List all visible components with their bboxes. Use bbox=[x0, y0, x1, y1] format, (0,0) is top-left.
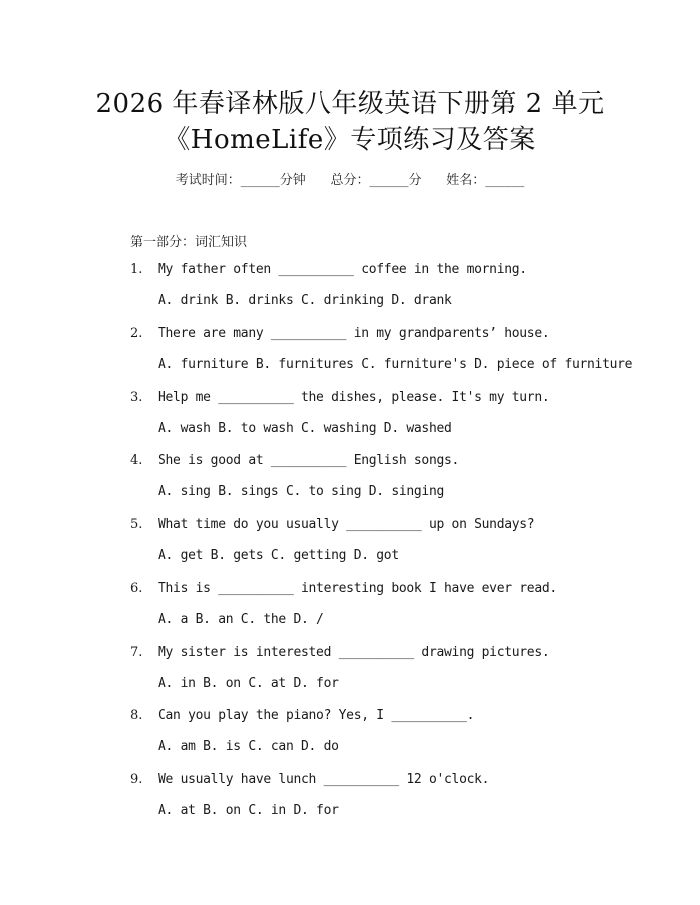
question-item bbox=[130, 645, 670, 709]
section-title: 第一部分：词汇知识 bbox=[130, 235, 248, 250]
question-text: My sister is interested __________ drawing pictures. bbox=[158, 644, 550, 660]
question-options: A. wash B. to wash C. washing D. washed bbox=[158, 420, 452, 436]
question-item bbox=[130, 262, 670, 326]
question-number: 6. bbox=[130, 580, 143, 596]
document-title-line2: 《HomeLife》专项练习及答案 bbox=[164, 125, 536, 155]
question-item bbox=[130, 517, 670, 581]
question-text: She is good at __________ English songs. bbox=[158, 453, 460, 469]
question-options: A. at B. on C. in D. for bbox=[158, 803, 339, 818]
document-title-line1: 2026 年春译林版八年级英语下册第 2 单元 bbox=[95, 89, 605, 119]
question-number: 8. bbox=[130, 708, 143, 724]
question-item bbox=[130, 772, 670, 836]
question-number: 3. bbox=[130, 389, 143, 405]
question-item bbox=[130, 326, 670, 390]
question-item bbox=[130, 581, 670, 645]
question-item bbox=[130, 708, 670, 772]
question-text: There are many __________ in my grandparents’ house. bbox=[158, 325, 550, 341]
question-options: A. am B. is C. can D. do bbox=[158, 739, 339, 755]
question-options: A. in B. on C. at D. for bbox=[158, 675, 339, 691]
question-number: 1. bbox=[130, 262, 143, 277]
question-text: What time do you usually __________ up on Sundays? bbox=[158, 517, 535, 532]
question-options: A. sing B. sings C. to sing D. singing bbox=[158, 484, 445, 500]
question-options: A. a B. an C. the D. / bbox=[158, 611, 324, 627]
question-number: 2. bbox=[130, 325, 143, 341]
question-text: This is __________ interesting book I have ever read. bbox=[158, 580, 557, 596]
question-number: 5. bbox=[130, 517, 143, 532]
question-text: We usually have lunch __________ 12 o'clock. bbox=[158, 772, 490, 787]
question-item bbox=[130, 453, 670, 517]
exam-info-line: 考试时间：______分钟 总分：______分 姓名：______ bbox=[175, 173, 525, 188]
question-item bbox=[130, 390, 670, 454]
question-text: Help me __________ the dishes, please. It's my turn. bbox=[158, 389, 550, 405]
question-options: A. drink B. drinks C. drinking D. drank bbox=[158, 293, 452, 308]
question-number: 9. bbox=[130, 772, 143, 787]
question-list bbox=[130, 262, 670, 836]
question-text: Can you play the piano? Yes, I __________. bbox=[158, 708, 475, 724]
question-options: A. get B. gets C. getting D. got bbox=[158, 548, 399, 563]
question-text: My father often __________ coffee in the morning. bbox=[158, 262, 527, 277]
question-options: A. furniture B. furnitures C. furniture's D. piece of furniture bbox=[158, 356, 633, 372]
question-number: 7. bbox=[130, 644, 143, 660]
question-number: 4. bbox=[130, 453, 143, 469]
